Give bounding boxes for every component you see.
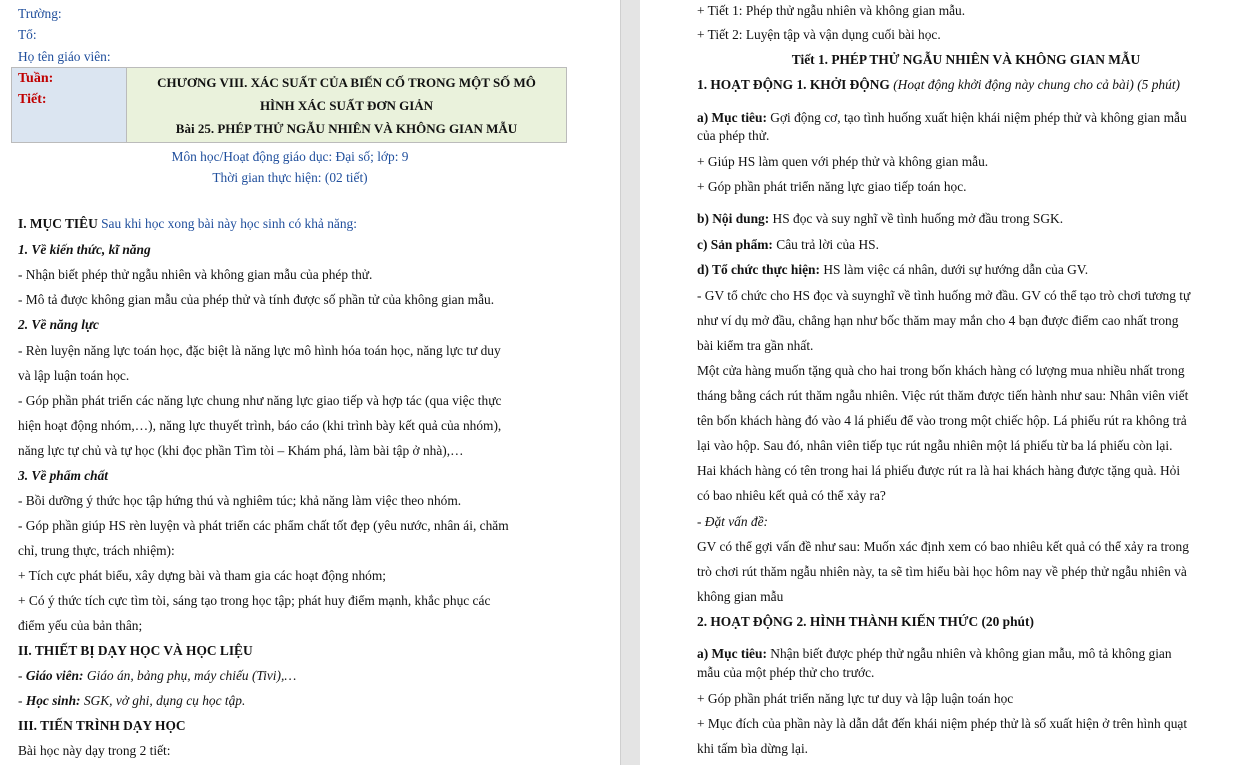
problem-line5: Hai khách hàng có tên trong hai lá phiếu được rút ra là hai khách hàng được tặng quà. Hỏi bbox=[697, 463, 1181, 478]
lesson-title-cell bbox=[127, 68, 567, 143]
qualities-heading: 3. Về phẩm chất bbox=[18, 468, 109, 483]
activity-1-content-label: b) Nội dung: bbox=[697, 211, 770, 226]
activity-2-heading: 2. HOẠT ĐỘNG 2. HÌNH THÀNH KIẾN THỨC (20 phút) bbox=[697, 614, 1034, 629]
left-page bbox=[0, 0, 580, 765]
problem-line4: lại vào hộp. Sau đó, nhân viên tiếp tục rút ngẫu nhiên một lá phiếu từ ba lá phiếu còn lại. bbox=[697, 438, 1173, 453]
set-problem-line2: trò chơi rút thăm ngẫu nhiên này, ta sẽ tìm hiểu bài học hôm nay về phép thử ngẫu nhiên và bbox=[697, 564, 1187, 579]
activity-1-note: (Hoạt động khởi động này chung cho cả bài) (5 phút) bbox=[893, 77, 1180, 92]
school-label: Trường: bbox=[18, 6, 62, 21]
teacher-instruction-line1: - GV tổ chức cho HS đọc và suynghĩ về tình huống mở đầu. GV có thể tạo trò chơi tương tự bbox=[697, 288, 1191, 303]
competency-heading: 2. Về năng lực bbox=[18, 317, 99, 332]
activity-1-organization-text: HS làm việc cá nhân, dưới sự hướng dẫn của GV. bbox=[823, 262, 1089, 277]
lesson-header-table bbox=[11, 67, 567, 143]
activity-1-organization bbox=[697, 261, 1088, 278]
qualities-item-2-line2: chỉ, trung thực, trách nhiệm): bbox=[18, 543, 175, 558]
activity-1-goal-line1 bbox=[697, 109, 1187, 126]
activity-2-goal-line1 bbox=[697, 645, 1172, 662]
activity-2-point-2-line2: khi tấm bìa dừng lại. bbox=[697, 741, 809, 756]
teacher-instruction-line2: như ví dụ mở đầu, chẳng hạn như bốc thăm may mắn cho 4 bạn được điểm cao nhất trong bbox=[697, 313, 1179, 328]
activity-1-product-label: c) Sản phẩm: bbox=[697, 237, 773, 252]
period-1-title: Tiết 1. PHÉP THỬ NGẪU NHIÊN VÀ KHÔNG GIAN MẪU bbox=[791, 52, 1141, 67]
qualities-item-2-line1: - Góp phần giúp HS rèn luyện và phát triển các phẩm chất tốt đẹp (yêu nước, nhân ái, chăm bbox=[18, 518, 509, 533]
qualities-item-3: + Tích cực phát biểu, xây dựng bài và tham gia các hoạt động nhóm; bbox=[18, 568, 387, 583]
qualities-item-1: - Bồi dưỡng ý thức học tập hứng thú và nghiêm túc; khả năng làm việc theo nhóm. bbox=[18, 493, 462, 508]
set-problem-line1: GV có thể gợi vấn đề như sau: Muốn xác định xem có bao nhiêu kết quả có thể xảy ra trong bbox=[697, 539, 1189, 554]
equipment-heading: II. THIẾT BỊ DẠY HỌC VÀ HỌC LIỆU bbox=[18, 643, 253, 658]
set-problem-line3: không gian mẫu bbox=[697, 589, 784, 604]
activity-1-goal-point-1: + Giúp HS làm quen với phép thử và không gian mẫu. bbox=[697, 154, 989, 169]
period-label: Tiết: bbox=[18, 92, 47, 107]
right-page bbox=[640, 0, 1242, 765]
activity-1-product-text: Câu trả lời của HS. bbox=[776, 237, 879, 252]
student-materials-text: SGK, vở ghi, dụng cụ học tập. bbox=[83, 693, 246, 708]
qualities-item-4-line2: điểm yếu của bản thân; bbox=[18, 618, 143, 633]
competency-2-line3: năng lực tự chủ và tự học (khi đọc phần Tìm tòi – Khám phá, làm bài tập ở nhà),… bbox=[18, 443, 464, 458]
activity-1-goal-text: Gợi động cơ, tạo tình huống xuất hiện khái niệm phép thử và không gian mẫu bbox=[770, 110, 1187, 125]
lesson-title: Bài 25. PHÉP THỬ NGẪU NHIÊN VÀ KHÔNG GIAN MẪU bbox=[175, 120, 518, 136]
problem-line2: tháng bằng cách rút thăm ngẫu nhiên. Việc rút thăm được tiến hành như sau: Nhân viên viết bbox=[697, 388, 1189, 403]
knowledge-heading: 1. Về kiến thức, kĩ năng bbox=[18, 242, 151, 257]
teacher-name-label: Họ tên giáo viên: bbox=[18, 49, 111, 64]
teacher-materials-label: Giáo viên: bbox=[25, 668, 84, 683]
problem-line6: có bao nhiêu kết quả có thể xảy ra? bbox=[697, 488, 886, 503]
knowledge-item-1: - Nhận biết phép thử ngẫu nhiên và không gian mẫu của phép thử. bbox=[18, 267, 373, 282]
objectives-heading bbox=[18, 215, 357, 232]
period-1-item: + Tiết 1: Phép thử ngẫu nhiên và không gian mẫu. bbox=[697, 3, 966, 18]
problem-line1: Một cửa hàng muốn tặng quà cho hai trong bốn khách hàng có lượng mua nhiều nhất trong bbox=[697, 363, 1185, 378]
qualities-item-4-line1: + Có ý thức tích cực tìm tòi, sáng tạo trong học tập; phát huy điểm mạnh, khắc phục các bbox=[18, 593, 491, 608]
chapter-title-line1: CHƯƠNG VIII. XÁC SUẤT CỦA BIẾN CỐ TRONG MỘT SỐ MÔ bbox=[157, 74, 536, 90]
student-materials-label: Học sinh: bbox=[25, 693, 81, 708]
activity-2-point-1: + Góp phần phát triển năng lực tư duy và lập luận toán học bbox=[697, 691, 1014, 706]
activity-1-goal-label: a) Mục tiêu: bbox=[697, 110, 767, 125]
week-period-cell bbox=[12, 68, 127, 143]
objectives-desc: Sau khi học xong bài này học sinh có khả năng: bbox=[101, 216, 357, 231]
group-label: Tổ: bbox=[18, 27, 37, 42]
activity-1-content-text: HS đọc và suy nghĩ về tình huống mở đầu trong SGK. bbox=[772, 211, 1064, 226]
teacher-materials: - Giáo viên: Giáo án, bảng phụ, máy chiếu (Tivi),… bbox=[18, 668, 297, 683]
competency-1-line2: và lập luận toán học. bbox=[18, 368, 130, 383]
competency-1-line1: - Rèn luyện năng lực toán học, đặc biệt là năng lực mô hình hóa toán học, năng lực tư duy bbox=[18, 343, 501, 358]
student-materials: - Học sinh: SGK, vở ghi, dụng cụ học tập. bbox=[18, 693, 246, 708]
page-gutter bbox=[580, 0, 640, 765]
activity-1-goal-point-2: + Góp phần phát triển năng lực giao tiếp toán học. bbox=[697, 179, 967, 194]
activity-2-goal-line2: mẫu của một phép thử cho trước. bbox=[697, 665, 875, 680]
period-2-item: + Tiết 2: Luyện tập và vận dụng cuối bài học. bbox=[697, 27, 941, 42]
activity-1-product bbox=[697, 236, 879, 253]
activity-2-point-2-line1: + Mục đích của phần này là dẫn dắt đến khái niệm phép thử là số xuất hiện ở trên hình quạt bbox=[697, 716, 1188, 731]
procedure-heading: III. TIẾN TRÌNH DẠY HỌC bbox=[18, 718, 186, 733]
chapter-title-line2: HÌNH XÁC SUẤT ĐƠN GIẢN bbox=[259, 97, 434, 113]
set-problem-label: - Đặt vấn đề: bbox=[697, 514, 769, 529]
activity-1-organization-label: d) Tổ chức thực hiện: bbox=[697, 262, 820, 277]
activity-1-content bbox=[697, 210, 1063, 227]
teacher-instruction-line3: bài kiểm tra gần nhất. bbox=[697, 338, 814, 353]
week-label: Tuần: bbox=[18, 71, 54, 86]
activity-1-title: 1. HOẠT ĐỘNG 1. KHỞI ĐỘNG bbox=[697, 77, 890, 92]
activity-1-goal-line2: của phép thử. bbox=[697, 128, 770, 143]
teacher-materials-text: Giáo án, bảng phụ, máy chiếu (Tivi),… bbox=[86, 668, 297, 683]
competency-2-line1: - Góp phần phát triển các năng lực chung như năng lực giao tiếp và hợp tác (qua việc thực bbox=[18, 393, 502, 408]
duration-line: Thời gian thực hiện: (02 tiết) bbox=[212, 170, 368, 185]
competency-2-line2: hiện hoạt động nhóm,…), năng lực thuyết trình, báo cáo (khi trình bày kết quả của nhóm), bbox=[18, 418, 502, 433]
objectives-title: I. MỤC TIÊU bbox=[18, 216, 98, 231]
procedure-desc: Bài học này dạy trong 2 tiết: bbox=[18, 743, 171, 758]
activity-2-goal-label: a) Mục tiêu: bbox=[697, 646, 767, 661]
activity-2-goal-text: Nhận biết được phép thử ngẫu nhiên và không gian mẫu, mô tả không gian bbox=[770, 646, 1172, 661]
activity-1-heading bbox=[697, 76, 1180, 93]
subject-line: Môn học/Hoạt động giáo dục: Đại số; lớp: 9 bbox=[171, 149, 409, 164]
knowledge-item-2: - Mô tả được không gian mẫu của phép thử và tính được số phần tử của không gian mẫu. bbox=[18, 292, 495, 307]
problem-line3: tên bốn khách hàng đó vào 4 lá phiếu để vào trong một chiếc hộp. Lá phiếu rút ra không trả bbox=[697, 413, 1187, 428]
